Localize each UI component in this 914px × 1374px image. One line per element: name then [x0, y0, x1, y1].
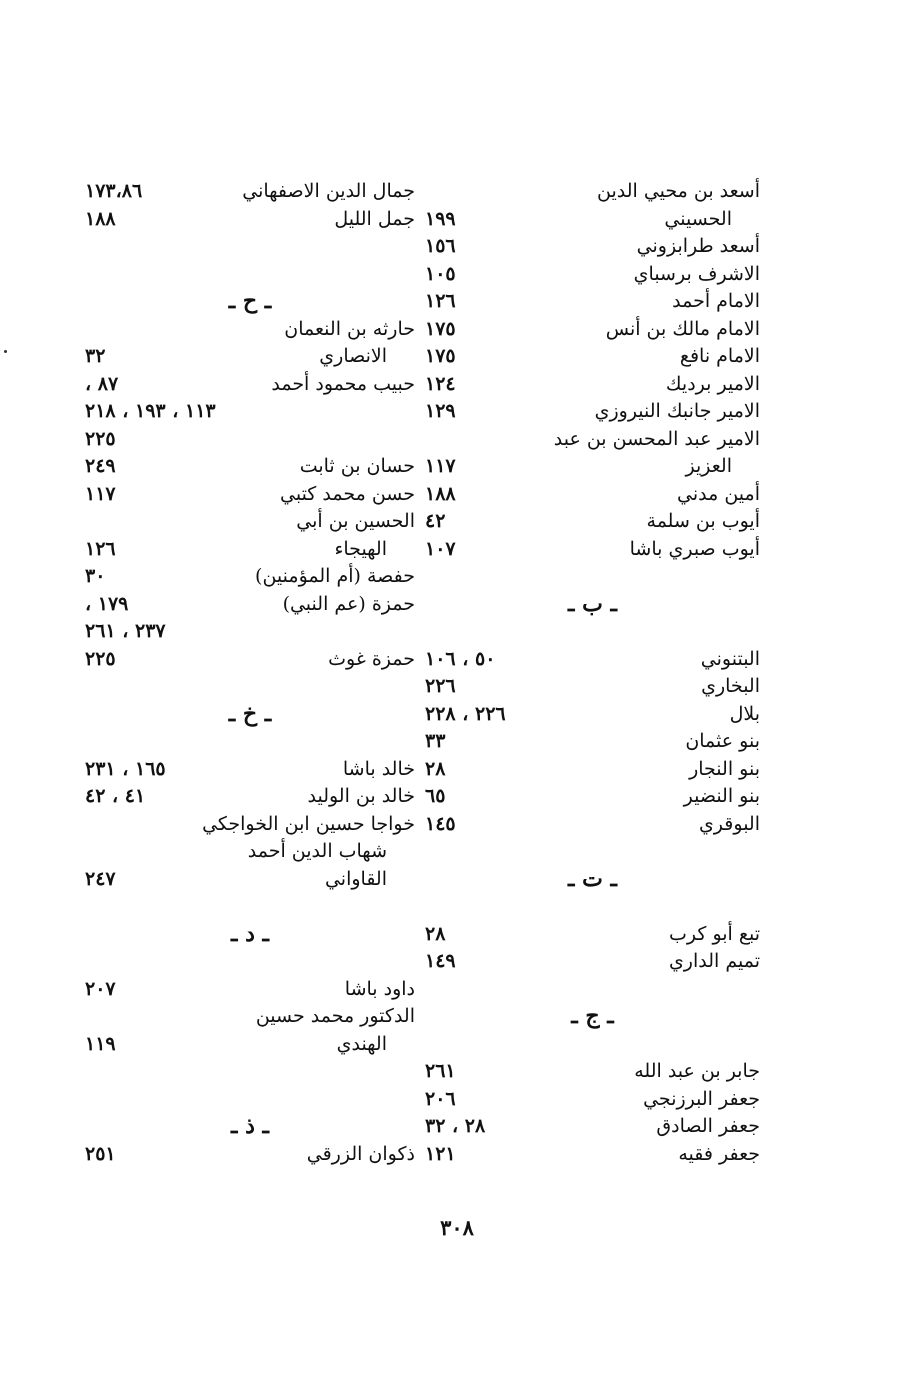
blank-line — [85, 261, 415, 289]
entry-name: الامير جانبك النيروزي — [594, 400, 760, 422]
entry-pages: ٣٠ — [85, 565, 106, 587]
entry-pages: ٣٣ — [425, 730, 446, 752]
entry-name: أسعد بن محيي الدين — [596, 180, 760, 202]
entry-name: الهندي — [336, 1032, 387, 1055]
index-column-left — [85, 178, 415, 1168]
entry-pages: ٥٠ ، ١٠٦ — [425, 647, 496, 670]
entry-pages: ١٠٥ — [425, 262, 456, 285]
entry-name: داود باشا — [344, 977, 415, 1000]
entry-name: بنو عثمان — [685, 730, 760, 752]
index-entry — [85, 1031, 415, 1059]
blank-line — [425, 618, 760, 646]
entry-pages: ١٥٦ — [425, 235, 456, 257]
letter-section-header — [425, 1003, 760, 1031]
entry-name: الامام نافع — [679, 345, 760, 367]
entry-pages: ١٧٣،٨٦ — [85, 180, 143, 202]
entry-pages: ٢٥١ — [85, 1142, 116, 1165]
letter-section-header — [425, 866, 760, 894]
index-entry — [425, 453, 760, 481]
entry-pages: ٣٢ — [85, 345, 106, 367]
entry-name: جعفر فقيه — [678, 1142, 760, 1165]
section-letter: ـ ب ـ — [568, 590, 617, 617]
entry-name: البخاري — [701, 675, 760, 697]
entry-name: بلال — [729, 702, 760, 725]
entry-name: البوقري — [698, 812, 760, 835]
index-entry — [425, 261, 760, 289]
index-entry — [425, 948, 760, 976]
entry-name: الانصاري — [319, 345, 387, 367]
index-entry — [425, 508, 760, 536]
index-entry — [85, 178, 415, 206]
entry-pages: ١٦٥ ، ٢٣١ — [85, 757, 166, 780]
index-entry — [85, 426, 415, 454]
index-entry — [85, 838, 415, 866]
entry-name: حمزة (عم النبي) — [282, 592, 415, 615]
entry-name: الحسين بن أبي — [296, 510, 415, 532]
entry-pages: ١٧٥ — [425, 345, 456, 367]
entry-name: بنو النضير — [683, 785, 760, 807]
section-letter: ـ خ ـ — [228, 700, 272, 727]
index-entry — [425, 426, 760, 454]
index-entry — [85, 563, 415, 591]
entry-name: ذكوان الزرقي — [306, 1142, 415, 1165]
index-entry — [425, 701, 760, 729]
index-entry — [425, 921, 760, 949]
entry-pages: ٢٣٧ ، ٢٦١ — [85, 620, 166, 642]
index-entry — [425, 1058, 760, 1086]
index-entry — [85, 453, 415, 481]
entry-pages: ١٢٩ — [425, 400, 456, 422]
entry-name: أمين مدني — [677, 482, 760, 505]
entry-name: خالد باشا — [342, 757, 415, 780]
entry-pages: ١٢٦ — [425, 290, 456, 312]
entry-name: حفصة (أم المؤمنين) — [255, 565, 415, 587]
index-entry — [85, 481, 415, 509]
index-entry — [85, 1003, 415, 1031]
section-letter: ـ ذ ـ — [230, 1113, 269, 1139]
entry-pages: ١٢١ — [425, 1142, 456, 1165]
index-entry — [425, 811, 760, 839]
entry-pages: ٤٢ — [425, 510, 446, 532]
index-entry — [425, 728, 760, 756]
entry-name: الاشرف برسباي — [633, 262, 760, 285]
blank-line — [425, 838, 760, 866]
blank-line — [85, 1086, 415, 1114]
entry-pages: ٢٢٥ — [85, 647, 116, 670]
entry-pages: ١٧٩ ، — [85, 592, 129, 615]
index-entry — [85, 866, 415, 894]
entry-pages: ١١٧ — [85, 482, 116, 505]
letter-section-header — [85, 921, 415, 949]
index-entry — [85, 646, 415, 674]
index-entry — [425, 1086, 760, 1114]
entry-name: حارثه بن النعمان — [284, 317, 415, 340]
entry-name: الامير برديك — [665, 372, 760, 395]
index-entry — [425, 178, 760, 206]
entry-pages: ٢٨ — [425, 757, 446, 780]
entry-name: جابر بن عبد الله — [634, 1060, 760, 1082]
entry-pages: ١٩٩ — [425, 207, 456, 230]
entry-name: أسعد طرابزوني — [636, 235, 760, 257]
entry-pages: ٢٢٦ ، ٢٢٨ — [425, 702, 506, 725]
entry-pages: ٢٨ — [425, 922, 446, 945]
entry-pages: ٢٤٧ — [85, 867, 116, 890]
index-entry — [85, 591, 415, 619]
index-entry — [85, 398, 415, 426]
index-entry — [425, 316, 760, 344]
entry-name: الحسيني — [664, 207, 732, 230]
blank-line — [85, 233, 415, 261]
index-entry — [85, 756, 415, 784]
scan-speck — [4, 350, 7, 353]
entry-pages: ٢٠٦ — [425, 1087, 456, 1110]
entry-name: الهيجاء — [334, 537, 387, 560]
index-entry — [85, 783, 415, 811]
index-entry — [85, 371, 415, 399]
blank-line — [425, 893, 760, 921]
entry-name: جمل الليل — [334, 207, 415, 230]
index-entry — [425, 1113, 760, 1141]
entry-name: العزيز — [685, 455, 732, 477]
entry-name: حمزة غوث — [328, 647, 415, 670]
page-number: ٣٠٨ — [440, 1215, 474, 1240]
index-column-right — [425, 178, 760, 1168]
entry-pages: ١٤٩ — [425, 950, 456, 972]
entry-name: شهاب الدين أحمد — [247, 840, 387, 862]
index-entry — [425, 288, 760, 316]
entry-name: الدكتور محمد حسين — [255, 1005, 415, 1027]
entry-name: خواجا حسين ابن الخواجكي — [202, 812, 415, 835]
section-letter: ـ ج ـ — [571, 1003, 614, 1029]
entry-name: الامام أحمد — [672, 290, 760, 312]
entry-name: القاواني — [324, 867, 387, 890]
blank-line — [85, 1058, 415, 1086]
index-entry — [425, 343, 760, 371]
entry-name: جمال الدين الاصفهاني — [242, 180, 415, 202]
blank-line — [425, 1031, 760, 1059]
entry-name: خالد بن الوليد — [307, 785, 415, 807]
blank-line — [85, 728, 415, 756]
entry-pages: ١٤٥ — [425, 812, 456, 835]
blank-line — [85, 673, 415, 701]
entry-pages: ٢٢٥ — [85, 427, 116, 450]
letter-section-header — [85, 701, 415, 729]
entry-pages: ١١٧ — [425, 455, 456, 477]
index-entry — [425, 398, 760, 426]
entry-pages: ١٨٨ — [425, 482, 456, 505]
index-entry — [425, 1141, 760, 1169]
index-entry — [425, 371, 760, 399]
entry-name: جعفر البرزنجي — [643, 1087, 760, 1110]
letter-section-header — [85, 1113, 415, 1141]
entry-name: جعفر الصادق — [656, 1115, 760, 1137]
section-letter: ـ د ـ — [230, 920, 269, 947]
entry-name: أيوب بن سلمة — [646, 510, 760, 532]
blank-line — [85, 893, 415, 921]
section-letter: ـ ت ـ — [568, 865, 617, 892]
index-entry — [85, 316, 415, 344]
entry-pages: ٢٦١ — [425, 1060, 456, 1082]
index-entry — [85, 618, 415, 646]
blank-line — [85, 948, 415, 976]
entry-name: الامام مالك بن أنس — [605, 317, 760, 340]
letter-section-header — [425, 591, 760, 619]
entry-pages: ١٧٥ — [425, 317, 456, 340]
index-entry — [425, 233, 760, 261]
entry-pages: ٢٤٩ — [85, 455, 116, 477]
entry-name: تميم الداري — [668, 950, 760, 972]
index-entry — [85, 1141, 415, 1169]
blank-line — [425, 563, 760, 591]
entry-name: بنو النجار — [689, 757, 760, 780]
entry-name: البتنوني — [700, 647, 760, 670]
entry-name: تبع أبو كرب — [668, 922, 760, 945]
index-entry — [85, 811, 415, 839]
entry-pages: ٢٨ ، ٣٢ — [425, 1115, 486, 1137]
entry-pages: ٨٧ ، — [85, 372, 119, 395]
entry-name: أيوب صبري باشا — [629, 537, 760, 560]
index-entry — [85, 536, 415, 564]
index-entry — [425, 783, 760, 811]
entry-name: حبيب محمود أحمد — [271, 372, 415, 395]
entry-name: الامير عبد المحسن بن عبد — [553, 427, 760, 450]
entry-pages: ١٨٨ — [85, 207, 116, 230]
entry-pages: ١١٩ — [85, 1032, 116, 1055]
index-entry — [425, 206, 760, 234]
entry-pages: ١١٣ ، ١٩٣ ، ٢١٨ — [85, 400, 216, 422]
entry-pages: ١٢٤ — [425, 372, 456, 395]
section-letter: ـ ح ـ — [228, 288, 272, 314]
index-entry — [425, 481, 760, 509]
entry-pages: ٤١ ، ٤٢ — [85, 785, 146, 807]
entry-pages: ٦٥ — [425, 785, 446, 807]
index-entry — [425, 536, 760, 564]
index-entry — [425, 646, 760, 674]
entry-pages: ١٠٧ — [425, 537, 456, 560]
index-entry — [85, 343, 415, 371]
entry-name: حسن محمد كتبي — [280, 482, 415, 505]
index-entry — [85, 976, 415, 1004]
index-entry — [85, 206, 415, 234]
entry-pages: ١٢٦ — [85, 537, 116, 560]
letter-section-header — [85, 288, 415, 316]
index-entry — [425, 756, 760, 784]
index-entry — [85, 508, 415, 536]
index-entry — [425, 673, 760, 701]
entry-pages: ٢٠٧ — [85, 977, 116, 1000]
entry-name: حسان بن ثابت — [299, 455, 415, 477]
entry-pages: ٢٢٦ — [425, 675, 456, 697]
blank-line — [425, 976, 760, 1004]
